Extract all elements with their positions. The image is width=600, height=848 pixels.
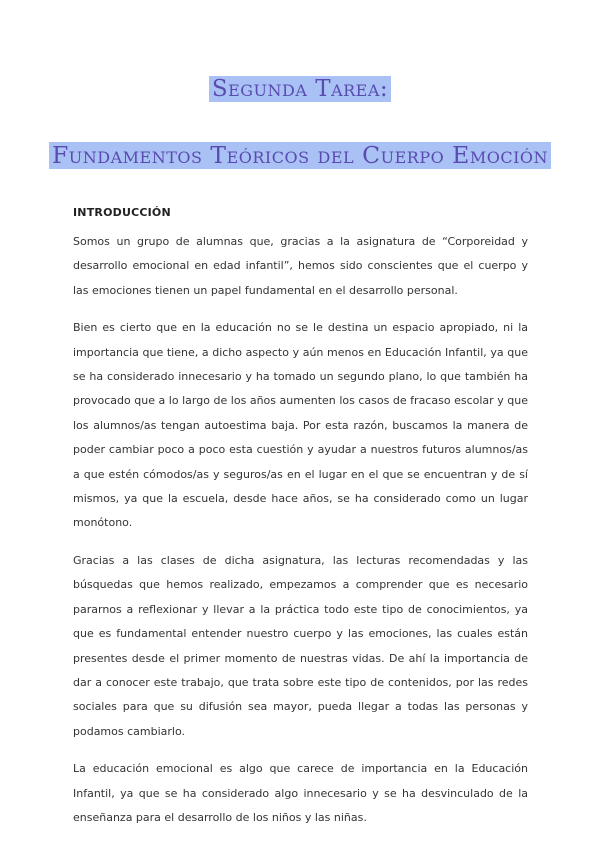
title-line-2-wrap xyxy=(0,142,600,169)
paragraph-1: Somos un grupo de alumnas que, gracias a la asignatura de “Corporeidad y desarrollo emocional en edad infantil”, hemos sido conscientes que el cuerpo y las emociones tienen un papel fundamental en el desarrollo personal. xyxy=(73,235,528,297)
title-line-2: Fundamentos Teóricos del Cuerpo Emoción xyxy=(49,142,551,169)
section-heading: INTRODUCCIÓN xyxy=(73,206,171,219)
paragraph-4: La educación emocional es algo que carece de importancia en la Educación Infantil, ya que se ha considerado algo innecesario y se ha desvinculado de la enseñanza para el desarrollo de los niños y las niñas. xyxy=(73,762,528,824)
paragraph-2: Bien es cierto que en la educación no se le destina un espacio apropiado, ni la importancia que tiene, a dicho aspecto y aún menos en Educación Infantil, ya que se ha considerado innecesario y ha tomado un segundo plano, lo que también ha provocado que a lo largo de los años aumenten los casos de fracaso escolar y que los alumnos/as tengan autoestima baja. Por esta razón, buscamos la manera de poder cambiar poco a poco esta cuestión y ayudar a nuestros futuros alumnos/as a que estén cómodos/as y seguros/as en el lugar en el que se encuentran y de sí mismos, ya que la escuela, desde hace años, se ha considerado como un lugar monótono. xyxy=(73,321,528,530)
document-body xyxy=(73,206,528,843)
title-line-1-wrap xyxy=(0,76,600,102)
paragraph-3: Gracias a las clases de dicha asignatura, las lecturas recomendadas y las búsquedas que hemos realizado, empezamos a comprender que es necesario pararnos a reflexionar y llevar a la práctica todo este tipo de conocimientos, ya que es fundamental entender nuestro cuerpo y las emociones, las cuales están presentes desde el primer momento de nuestras vidas. De ahí la importancia de dar a conocer este trabajo, que trata sobre este tipo de contenidos, por las redes sociales para que su difusión sea mayor, pueda llegar a todas las personas y podamos cambiarlo. xyxy=(73,553,528,738)
title-line-1: Segunda Tarea: xyxy=(209,76,391,102)
